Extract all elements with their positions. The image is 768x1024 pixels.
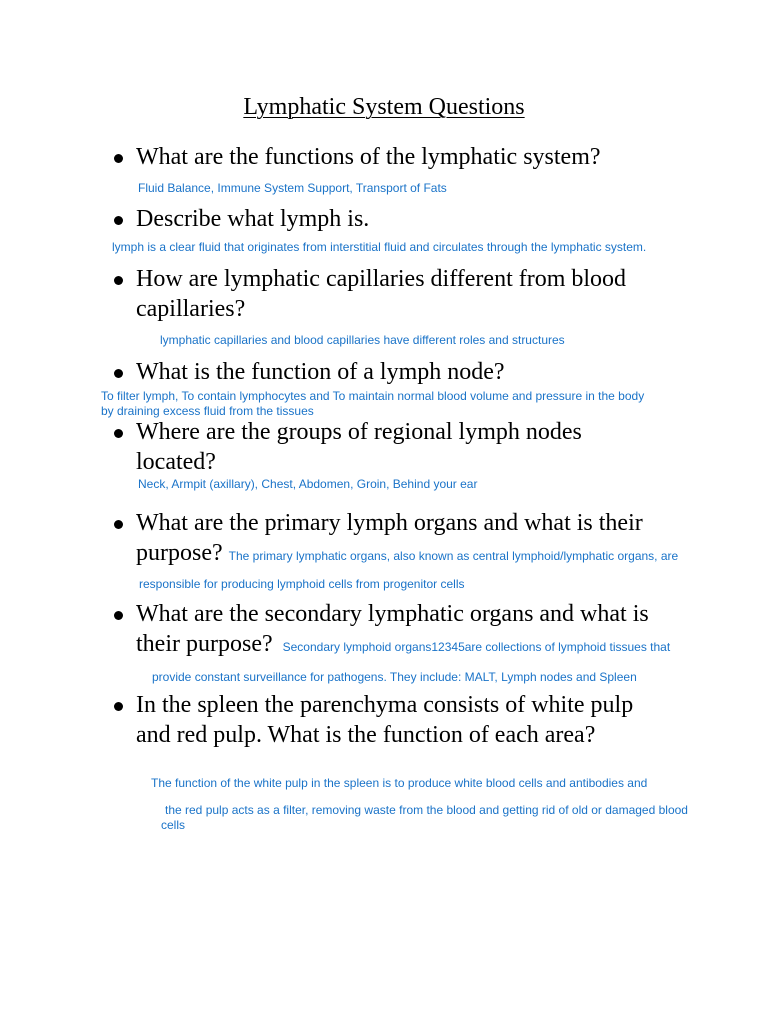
- question-7-line-2-text: their purpose?: [136, 631, 273, 657]
- question-1: What are the functions of the lymphatic system?: [136, 144, 601, 170]
- answer-3: lymphatic capillaries and blood capillaries have different roles and structures: [160, 333, 565, 347]
- answer-1: Fluid Balance, Immune System Support, Transport of Fats: [138, 181, 447, 195]
- question-3-line-2: capillaries?: [136, 296, 246, 322]
- bullet-icon: [114, 520, 123, 529]
- answer-8-line-3: cells: [161, 818, 186, 832]
- question-6-line-2: [136, 539, 678, 571]
- question-2: Describe what lymph is.: [136, 206, 370, 232]
- answer-2: lymph is a clear fluid that originates from interstitial fluid and circulates through the lymphatic system.: [112, 240, 647, 254]
- answer-8-line-1: The function of the white pulp in the spleen is to produce white blood cells and antibodies and: [151, 776, 648, 790]
- answer-7-inline: Secondary lymphoid organs12345are collections of lymphoid tissues that: [282, 640, 671, 654]
- answer-7-line-2: provide constant surveillance for pathogens. They include: MALT, Lymph nodes and Spleen: [152, 670, 637, 684]
- page-title: Lymphatic System Questions: [243, 94, 525, 120]
- bullet-icon: [114, 369, 123, 378]
- bullet-icon: [114, 154, 123, 163]
- question-5-line-2: located?: [136, 449, 216, 475]
- question-8-line-1: In the spleen the parenchyma consists of white pulp: [136, 692, 634, 718]
- bullet-icon: [114, 276, 123, 285]
- bullet-icon: [114, 611, 123, 620]
- question-8-line-2: and red pulp. What is the function of each area?: [136, 722, 596, 748]
- question-3-line-1: How are lymphatic capillaries different from blood: [136, 266, 627, 292]
- answer-4-line-2: by draining excess fluid from the tissues: [101, 404, 314, 418]
- question-6-line-2-text: purpose?: [136, 540, 223, 566]
- bullet-icon: [114, 429, 123, 438]
- answer-6-inline: The primary lymphatic organs, also known as central lymphoid/lymphatic organs, are: [228, 549, 679, 563]
- question-7-line-2: [136, 630, 670, 662]
- question-5-line-1: Where are the groups of regional lymph nodes: [136, 419, 582, 445]
- answer-6-line-2: responsible for producing lymphoid cells from progenitor cells: [139, 577, 465, 591]
- bullet-icon: [114, 216, 123, 225]
- answer-5: Neck, Armpit (axillary), Chest, Abdomen, Groin, Behind your ear: [138, 477, 478, 491]
- question-6-line-1: What are the primary lymph organs and what is their: [136, 510, 643, 536]
- question-7-line-1: What are the secondary lymphatic organs and what is: [136, 601, 649, 627]
- bullet-icon: [114, 702, 123, 711]
- question-4: What is the function of a lymph node?: [136, 359, 505, 385]
- answer-8-line-2: the red pulp acts as a filter, removing waste from the blood and getting rid of old or damaged blood: [165, 803, 688, 817]
- answer-4-line-1: To filter lymph, To contain lymphocytes and To maintain normal blood volume and pressure in the body: [101, 389, 645, 403]
